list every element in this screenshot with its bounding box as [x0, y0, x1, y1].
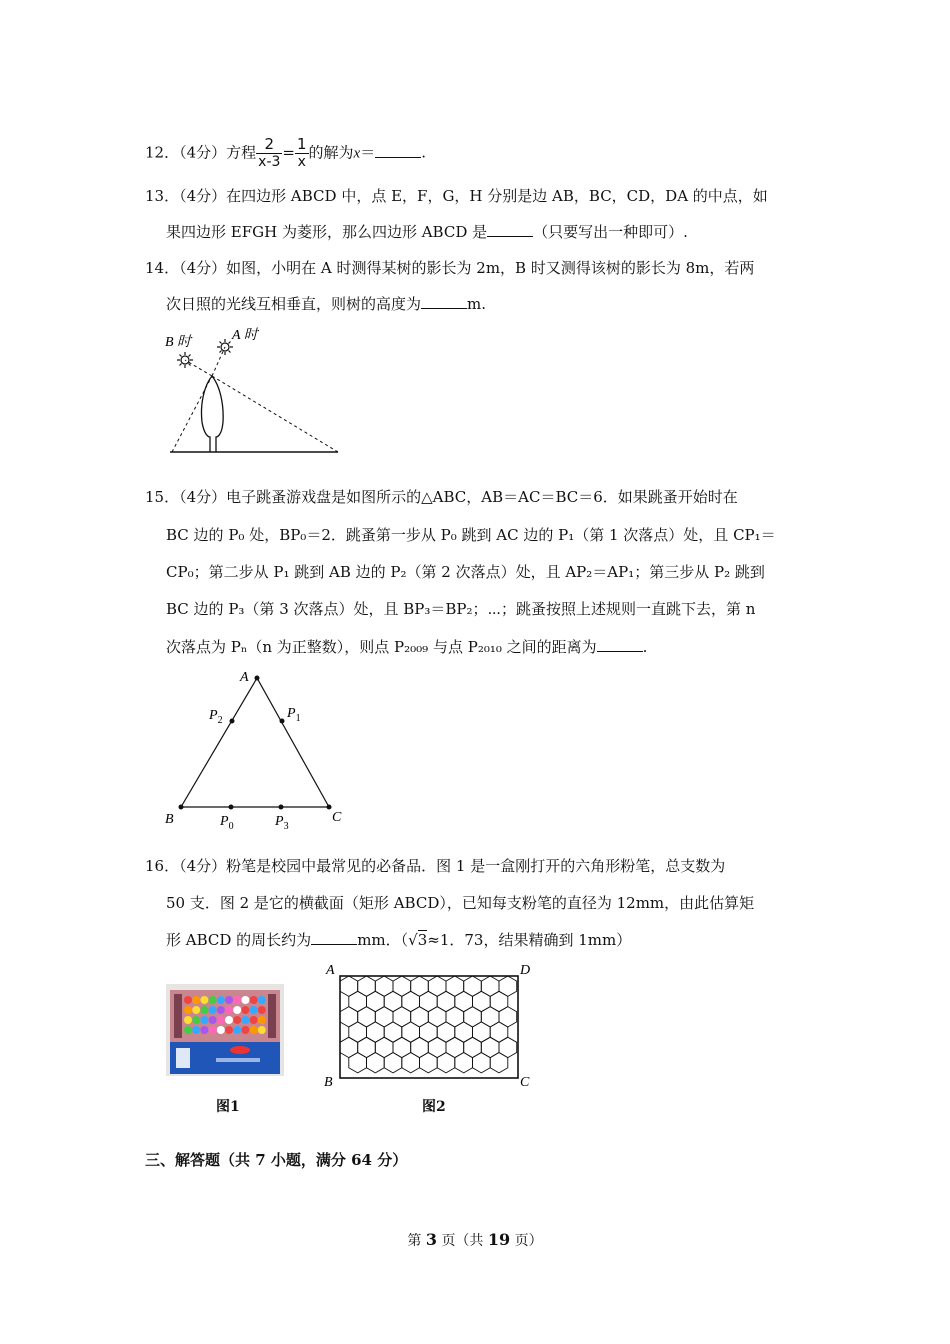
- chalk-stick: [233, 1006, 241, 1014]
- answer-blank: [487, 222, 533, 237]
- chalk-box-photo: [166, 984, 284, 1076]
- hexagon-cell: [420, 1053, 438, 1073]
- hexagon-cell: [384, 1053, 402, 1073]
- point-b: [179, 805, 184, 810]
- chalk-stick: [200, 1006, 208, 1014]
- chalk-stick: [258, 996, 266, 1004]
- point-p1: [280, 719, 285, 724]
- hexagon-cell: [473, 1053, 491, 1073]
- chalk-stick: [209, 1006, 217, 1014]
- label-c: C: [332, 810, 342, 825]
- chalk-stick: [233, 1016, 241, 1024]
- chalk-stick: [200, 1026, 208, 1034]
- chalk-stick: [250, 1016, 258, 1024]
- chalk-stick: [209, 1016, 217, 1024]
- chalk-stick: [241, 1026, 249, 1034]
- chalk-stick: [192, 996, 200, 1004]
- chalk-stick: [209, 1026, 217, 1034]
- q16-line2: 50 支．图 2 是它的横截面（矩形 ABCD），已知每支粉笔的直径为 12mm，由此估算矩: [166, 894, 755, 912]
- fraction-2-over-x-3: $\frac{2}{x-3}$: [258, 135, 281, 170]
- chalk-stick: [192, 1016, 200, 1024]
- point-p0: [229, 805, 234, 810]
- chalk-stick: [241, 1016, 249, 1024]
- chalk-stick: [192, 1026, 200, 1034]
- hexagon-grid-figure: [320, 958, 535, 1090]
- q13-line1: 13．（4分）在四边形 ABCD 中，点 E，F，G，H 分别是边 AB，BC，CD，DA 的中点，如: [145, 187, 768, 205]
- chalk-stick: [217, 1006, 225, 1014]
- label-p1: $P_1$: [287, 706, 301, 724]
- chalk-stick: [258, 1006, 266, 1014]
- ray-b: [212, 376, 338, 452]
- q15-line2: BC 边的 P₀ 处，BP₀＝2．跳蚤第一步从 P₀ 跳到 AC 边的 P₁（第 1 次落点）处，且 CP₁＝: [166, 526, 776, 544]
- hexagon-cell: [367, 1053, 385, 1073]
- label-a-time: A 时: [232, 328, 258, 343]
- chalk-stick: [241, 996, 249, 1004]
- chalk-stick: [200, 1016, 208, 1024]
- hexagon-cell: [402, 1053, 420, 1073]
- hexagon-cell: [349, 1053, 367, 1073]
- chalk-stick: [200, 996, 208, 1004]
- fraction-1-over-x: $\frac{1}{x}$: [296, 135, 307, 170]
- chalk-stick: [225, 1026, 233, 1034]
- point-c: [327, 805, 332, 810]
- chalk-stick: [233, 1026, 241, 1034]
- q14-line2: 次日照的光线互相垂直，则树的高度为 m.: [166, 295, 487, 313]
- label-p0: $P_0$: [220, 814, 234, 832]
- q15-line5: 次落点为 Pₙ（n 为正整数），则点 P₂₀₀₉ 与点 P₂₀₁₀ 之间的距离为 .: [166, 638, 648, 656]
- chalk-stick: [233, 996, 241, 1004]
- page-footer: 第 3 页（共 19 页）: [407, 1230, 543, 1249]
- point-a: [255, 676, 260, 681]
- sqrt-symbol: √: [408, 931, 418, 949]
- label-a: A: [326, 963, 335, 978]
- label-a: A: [240, 670, 249, 685]
- point-p2: [230, 719, 235, 724]
- label-p3: $P_3$: [275, 814, 289, 832]
- hexagon-cell: [437, 1053, 455, 1073]
- chalk-stick: [258, 1016, 266, 1024]
- chalk-stick: [258, 1026, 266, 1034]
- chalk-stick: [209, 996, 217, 1004]
- tree-icon: [201, 376, 223, 452]
- q15-line1: 15．（4分）电子跳蚤游戏盘是如图所示的△ABC，AB＝AC＝BC＝6．如果跳蚤开始时在: [145, 488, 738, 506]
- section-heading: 三、解答题（共 7 小题，满分 64 分）: [145, 1151, 408, 1169]
- chalk-stick: [217, 1026, 225, 1034]
- figure2-caption: 图2: [422, 1099, 446, 1115]
- figure1-caption: 图1: [216, 1099, 240, 1115]
- answer-blank: [311, 930, 357, 945]
- label-p2: $P_2$: [209, 708, 223, 726]
- chalk-stick: [192, 1006, 200, 1014]
- answer-blank: [597, 637, 643, 652]
- triangle-abc: [181, 678, 329, 807]
- label-b: B: [165, 812, 174, 827]
- chalk-stick: [184, 996, 192, 1004]
- q15-line4: BC 边的 P₃（第 3 次落点）处，且 BP₃＝BP₂；⋯；跳蚤按照上述规则一直跳下去，第 n: [166, 600, 756, 618]
- chalk-stick: [184, 1016, 192, 1024]
- chalk-stick: [250, 996, 258, 1004]
- chalk-stick: [184, 1026, 192, 1034]
- chalk-stick: [217, 1016, 225, 1024]
- point-p3: [279, 805, 284, 810]
- hexagon-cell: [455, 1053, 473, 1073]
- chalk-stick: [184, 1006, 192, 1014]
- chalk-stick: [217, 996, 225, 1004]
- answer-blank: [421, 294, 467, 309]
- label-c: C: [520, 1075, 530, 1090]
- label-d: D: [520, 963, 531, 978]
- label-b: B: [324, 1075, 333, 1090]
- tree-shadow-figure: [160, 322, 350, 457]
- q13-line2: 果四边形 EFGH 为菱形，那么四边形 ABCD 是 （只要写出一种即可）.: [166, 223, 688, 241]
- chalk-stick: [225, 1016, 233, 1024]
- answer-blank: [375, 143, 421, 158]
- chalk-stick: [241, 1006, 249, 1014]
- q12: 12．（4分）方程 $\frac{2}{x-3}$ = $\frac{1}{x}$ 的解为x＝ .: [145, 135, 427, 170]
- q15-line3: CP₀；第二步从 P₁ 跳到 AB 边的 P₂（第 2 次落点）处，且 AP₂＝AP₁；第三步从 P₂ 跳到: [166, 563, 765, 581]
- chalk-stick: [225, 1006, 233, 1014]
- label-b-time: B 时: [165, 335, 192, 350]
- chalk-stick: [225, 996, 233, 1004]
- chalk-stick: [250, 1026, 258, 1034]
- q16-line1: 16．（4分）粉笔是校园中最常见的必备品．图 1 是一盒刚打开的六角形粉笔，总支数为: [145, 857, 726, 875]
- q14-line1: 14．（4分）如图，小明在 A 时测得某树的影长为 2m，B 时又测得该树的影长为 8m，若两: [145, 259, 755, 277]
- triangle-figure: [160, 665, 350, 835]
- chalk-stick: [250, 1006, 258, 1014]
- hexagon-cell: [490, 1053, 508, 1073]
- q16-line3: 形 ABCD 的周长约为 mm．（√3≈1．73，结果精确到 1mm）: [166, 931, 632, 949]
